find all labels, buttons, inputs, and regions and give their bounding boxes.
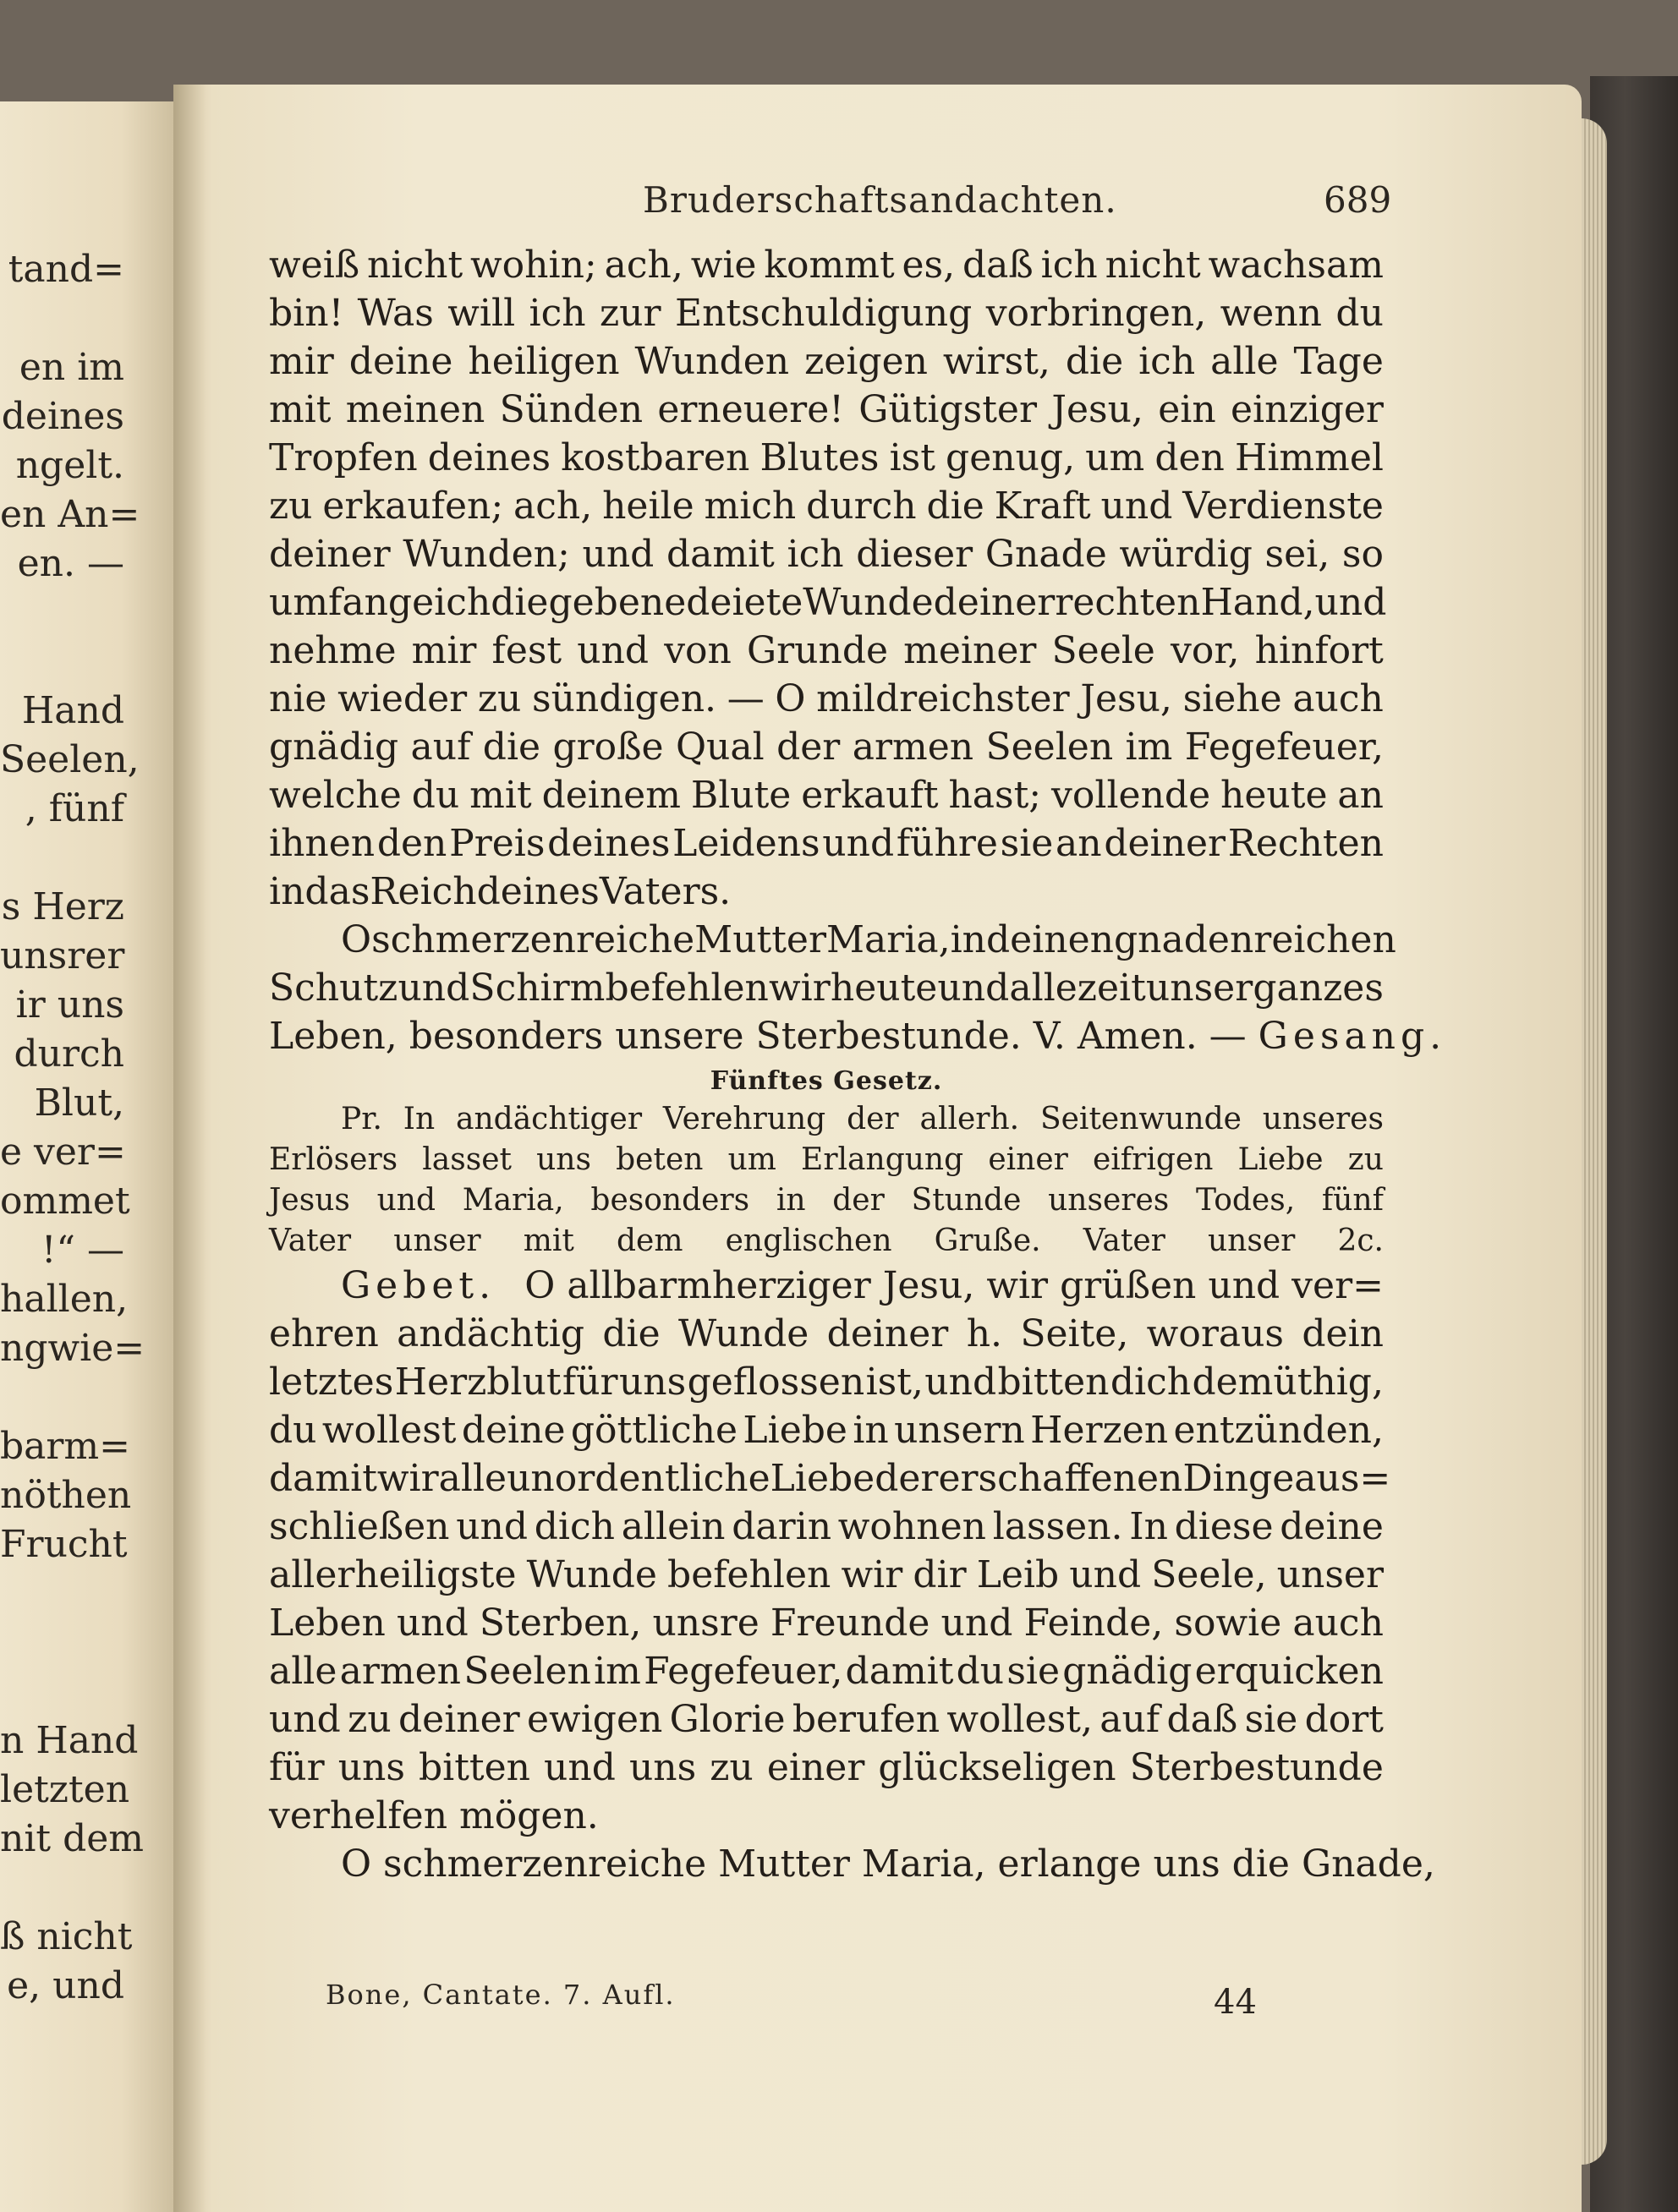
text-line: weiß nicht wohin; ach, wie kommt es, daß ich nicht wachsam (269, 244, 1384, 287)
left-page-fragment: deines (1, 395, 124, 438)
text-line: mir deine heiligen Wunden zeigen wirst, die ich alle Tage (269, 340, 1384, 383)
left-page-fragment: e, und (7, 1964, 124, 2007)
text-line: Leben, besonders unsere Sterbestunde. V. Amen. — (269, 1015, 1247, 1058)
left-page-fragment: durch (14, 1032, 124, 1076)
left-page-fragment (0, 1864, 124, 1913)
left-page-fragment: !“ — (41, 1229, 124, 1272)
text-line: welche du mit deinem Blute erkauft hast; vollende heute an (269, 774, 1384, 817)
left-page-fragment: n Hand (0, 1719, 139, 1762)
text-line: zu erkaufen; ach, heile mich durch die Kraft und Verdienste (269, 485, 1384, 528)
page-number: 689 (1324, 179, 1392, 221)
instruction-text (269, 1099, 1384, 1262)
paragraph-2 (269, 916, 1396, 1012)
text-line: Erlösers lasset uns beten um Erlangung einer eifrigen Liebe zu (269, 1142, 1384, 1177)
left-page-fragment (0, 638, 124, 687)
text-line: deiner Wunden; und damit ich dieser Gnade würdig sei, so (269, 533, 1384, 576)
prayer-text (269, 1310, 1391, 1792)
left-page-fragment: s Herz (1, 885, 124, 928)
text-line: mit meinen Sünden erneuere! Gütigster Jesu, ein einziger (269, 388, 1384, 431)
left-page-fragment: ngelt. (15, 444, 124, 487)
text-line: O allbarmherziger Jesu, wir grüßen und ver= (524, 1264, 1384, 1307)
left-page-fragment (0, 1667, 124, 1716)
left-page-fragment: letzten (0, 1768, 130, 1811)
printer-signature: Bone, Cantate. 7. Aufl. (326, 1979, 676, 2011)
left-page-fragment: Blut, (34, 1081, 124, 1125)
text-line: Tropfen deines kostbaren Blutes ist genug, um den Himmel (269, 436, 1384, 479)
left-page-fragment (0, 1618, 124, 1667)
running-header: Bruderschaftsandachten. (643, 179, 1117, 221)
left-page-fragment (0, 1569, 124, 1618)
text-line: letztes Herzblut für uns geflossen ist, und bitten dich demüthig, (269, 1361, 1384, 1404)
text-line: ehren andächtig die Wunde deiner h. Seite, woraus dein (269, 1312, 1384, 1355)
left-page-text (0, 245, 173, 2011)
left-page-fragment: en. — (17, 542, 124, 585)
text-line: schließen und dich allein darin wohnen lassen. In diese deine (269, 1505, 1384, 1548)
left-page (0, 101, 173, 2212)
left-page-fragment: ir uns (15, 983, 124, 1027)
sheet-number: 44 (1214, 1983, 1257, 2022)
text-line: Vater unser mit dem englischen Gruße. Vater unser 2c. (269, 1224, 1384, 1258)
left-page-fragment: Seelen, (0, 738, 140, 781)
page-body (269, 241, 1447, 1888)
left-page-fragment (0, 834, 124, 883)
left-page-fragment (0, 1373, 124, 1422)
left-page-fragment: nit dem (0, 1817, 145, 1860)
text-line: und zu deiner ewigen Glorie berufen wollest, auf daß sie dort (269, 1698, 1384, 1741)
left-page-fragment: ngwie= (0, 1327, 145, 1370)
text-line: Leben und Sterben, unsre Freunde und Feinde, sowie auch (269, 1602, 1384, 1645)
paragraph-1 (269, 241, 1387, 916)
left-page-fragment: Frucht (0, 1523, 128, 1566)
left-page-fragment: tand= (8, 248, 124, 291)
text-line: damit wir alle unordentliche Liebe der erschaffenen Dinge aus= (269, 1457, 1391, 1500)
left-page-fragment (0, 589, 124, 638)
left-page-fragment: en An= (0, 493, 140, 536)
text-line: für uns bitten und uns zu einer glückseligen Sterbestunde (269, 1746, 1384, 1789)
left-page-fragment: nöthen (0, 1474, 132, 1517)
section-heading: Fünftes Gesetz. (710, 1066, 943, 1096)
left-page-fragment: barm= (0, 1425, 131, 1468)
text-line: allerheiligste Wunde befehlen wir dir Leib und Seele, unser (269, 1553, 1384, 1596)
text-line: O schmerzenreiche Mutter Maria, in deinen gnadenreichen (341, 918, 1396, 961)
left-page-fragment: hallen, (0, 1278, 129, 1321)
text-line: gnädig auf die große Qual der armen Seelen im Fegefeuer, (269, 725, 1384, 769)
text-line: Schutz und Schirm befehlen wir heute und allezeit unser ganzes (269, 966, 1384, 1010)
text-line: nehme mir fest und von Grunde meiner Seele vor, hinfort (269, 629, 1384, 672)
prayer-last-line: verhelfen mögen. (269, 1794, 599, 1837)
text-line: ihnen den Preis deines Leidens und führe sie an deiner Rechten (269, 822, 1384, 865)
text-line: Jesus und Maria, besonders in der Stunde unseres Todes, fünf (269, 1183, 1384, 1218)
left-page-fragment: unsrer (0, 934, 125, 977)
prayer-first-line (269, 1262, 1384, 1310)
left-page-fragment: ommet (0, 1180, 130, 1223)
gebet-label: Gebet. (341, 1264, 496, 1307)
left-page-fragment: e ver= (0, 1131, 126, 1174)
left-page-fragment (0, 294, 124, 343)
left-page-fragment: en im (19, 346, 124, 389)
text-line: nie wieder zu sündigen. — O mildreichster Jesu, siehe auch (269, 677, 1384, 720)
text-line: Pr. In andächtiger Verehrung der allerh. Seitenwunde unseres (341, 1102, 1384, 1136)
left-page-fragment: , fünf (25, 787, 124, 830)
text-line: umfange ich die gebenedeiete Wunde deiner rechten Hand, und (269, 581, 1387, 624)
text-line: alle armen Seelen im Fegefeuer, damit du sie gnädig erquicken (269, 1650, 1384, 1693)
paragraph-2-last-line (269, 1012, 1447, 1060)
gesang-label: Gesang. (1258, 1015, 1447, 1058)
final-line: O schmerzenreiche Mutter Maria, erlange uns die Gnade, (341, 1842, 1435, 1886)
text-line: in das Reich deines Vaters. (269, 870, 732, 913)
text-line: du wollest deine göttliche Liebe in unsern Herzen entzünden, (269, 1409, 1384, 1452)
left-page-fragment: Hand (21, 689, 124, 732)
text-line: bin! Was will ich zur Entschuldigung vorbringen, wenn du (269, 292, 1384, 335)
left-page-fragment: ß nicht (0, 1915, 133, 1958)
